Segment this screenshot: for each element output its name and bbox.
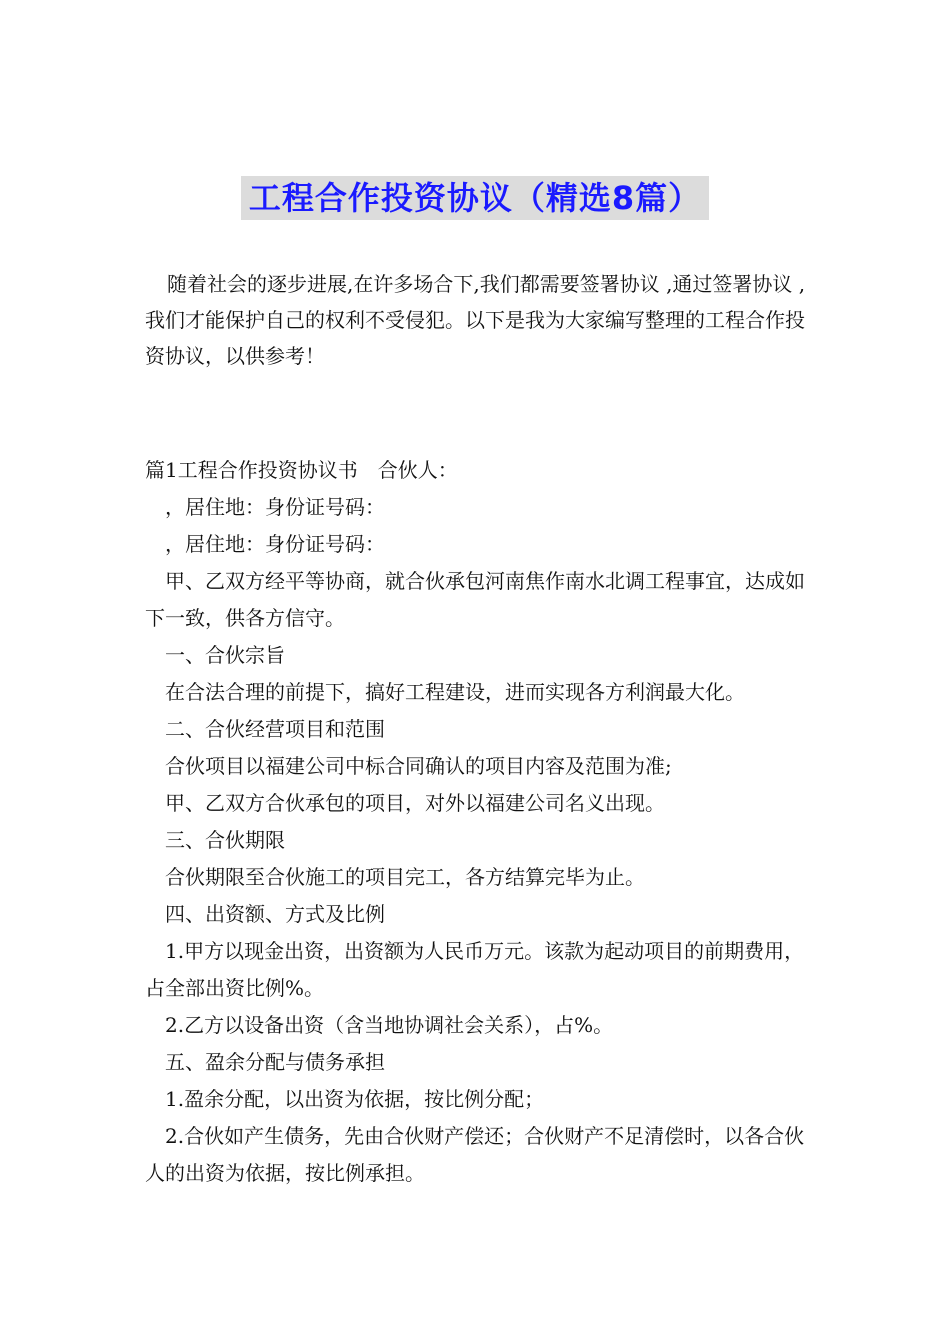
title-container	[0, 176, 950, 220]
heading-term: 三、合伙期限	[165, 828, 285, 852]
paragraph-purpose: 在合法合理的前提下，搞好工程建设，进而实现各方利润最大化。	[165, 680, 745, 704]
heading-investment: 四、出资额、方式及比例	[165, 902, 385, 926]
paragraph-investment-1: 1.甲方以现金出资，出资额为人民币万元。该款为起动项目的前期费用，占全部出资比例%。	[145, 939, 805, 1000]
paragraph-section-heading: 篇1工程合作投资协议书 合伙人：	[145, 458, 458, 482]
heading-purpose: 一、合伙宗旨	[165, 643, 285, 667]
paragraph-scope-1: 合伙项目以福建公司中标合同确认的项目内容及范围为准;	[165, 754, 672, 778]
paragraph-profit: 1.盈余分配，以出资为依据，按比例分配；	[165, 1087, 545, 1111]
paragraph-scope-2: 甲、乙双方合伙承包的项目，对外以福建公司名义出现。	[165, 791, 665, 815]
intro-paragraph: 随着社会的逐步进展,在许多场合下,我们都需要签署协议 ,通过签署协议 ,我们才能保护自己的权利不受侵犯。以下是我为大家编写整理的工程合作投资协议，以供参考！	[145, 272, 806, 368]
paragraph-debt: 2.合伙如产生债务，先由合伙财产偿还；合伙财产不足清偿时，以各合伙人的出资为依据，按比例承担。	[145, 1124, 805, 1185]
paragraph-agreement: 甲、乙双方经平等协商，就合伙承包河南焦作南水北调工程事宜，达成如下一致，供各方信守。	[145, 569, 805, 630]
paragraph-party-a: ，居住地：身份证号码：	[165, 495, 385, 519]
paragraph-investment-2: 2.乙方以设备出资（含当地协调社会关系），占%。	[165, 1013, 614, 1037]
paragraph-party-b: ，居住地：身份证号码：	[165, 532, 385, 556]
document-title: 工程合作投资协议（精选8篇）	[241, 176, 709, 220]
paragraph-term: 合伙期限至合伙施工的项目完工，各方结算完毕为止。	[165, 865, 645, 889]
heading-scope: 二、合伙经营项目和范围	[165, 717, 385, 741]
heading-profit-debt: 五、盈余分配与债务承担	[165, 1050, 385, 1074]
document-body	[145, 452, 817, 1192]
